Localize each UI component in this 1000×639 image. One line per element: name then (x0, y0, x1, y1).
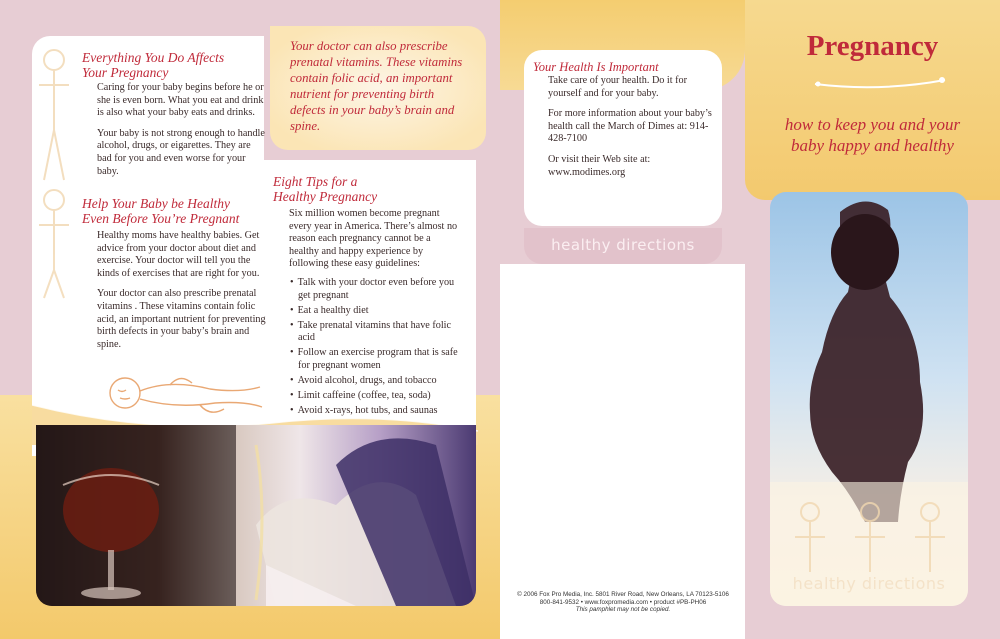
footer-line-2: 800-841-9532 • www.foxpromedia.com • product #PB-PH06 (539, 598, 707, 606)
tip-item: • Avoid x-rays, hot tubs, and saunas (289, 405, 459, 418)
tip-item: • Eat a healthy diet (289, 305, 459, 318)
cover-brand-text: healthy directions (792, 574, 946, 593)
footer-line-1: © 2006 Fox Pro Media, Inc. 5801 River Road, New Orleans, LA 70123-5106 (517, 591, 729, 598)
tip-item: • Talk with your doctor even before you get pregnant (289, 277, 459, 302)
health-heading: Your Health Is Important (533, 60, 659, 74)
footer-line-3: This pamphlet may not be copied. (575, 606, 671, 614)
section2-paragraph-2: Your doctor can also prescribe prenatal vitamins . These vitamins contain folic acid, an important nutrient for preventing birth defects in your baby’s brain and spine. (97, 288, 266, 350)
lifestyle-photo (36, 425, 476, 606)
pull-quote: Your doctor can also prescribe prenatal vitamins. These vitamins contain folic acid, an important nutrient for preventing birth defects in your baby’s brain and spine. (290, 39, 463, 133)
health-paragraph-2: For more information about your baby’s health call the March of Dimes at: 914-428-7100 (548, 108, 712, 145)
section1-paragraph-1: Caring for your baby begins before he or she is even born. What you eat and drink is also what your baby eats and drinks. (97, 82, 264, 119)
section2-heading: Help Your Baby be Healthy Even Before You’re Pregnant (82, 196, 240, 226)
tips-heading: Eight Tips for a Healthy Pregnancy (273, 174, 378, 204)
tip-item: • Avoid alcohol, drugs, and tobacco (289, 375, 459, 388)
section2-paragraph-1: Healthy moms have healthy babies. Get advice from your doctor about diet and exercise. Your doctor will tell you the kinds of exercises that are right for you. (97, 230, 260, 279)
cover-photo (770, 192, 968, 606)
cover-subtitle-line-2: baby happy and healthy (791, 136, 954, 155)
cover-subtitle (745, 114, 1000, 156)
health-paragraph-3: Or visit their Web site at: www.modimes.org (548, 153, 651, 178)
tip-item: • Take prenatal vitamins that have folic acid (289, 320, 459, 345)
tip-item: • Follow an exercise program that is safe for pregnant women (289, 347, 459, 372)
tips-intro: Six million women become pregnant every year in America. There’s almost no reason each pregnancy cannot be a healthy and happy experience by following these easy guidelines: (289, 208, 458, 270)
copyright-footer (508, 591, 738, 614)
cover-title: Pregnancy (806, 30, 939, 62)
photo-scene (36, 425, 476, 606)
cover-subtitle-line-1: how to keep you and your (784, 115, 961, 134)
health-paragraph-1: Take care of your health. Do it for yourself and for your baby. (548, 75, 688, 99)
tip-item: • Limit caffeine (coffee, tea, soda) (289, 390, 459, 403)
healthy-directions-text: healthy directions (551, 236, 695, 254)
middle-lower-card (500, 264, 745, 639)
flourish-divider-icon (810, 72, 950, 94)
pregnant-silhouette (770, 192, 968, 606)
section1-heading: Everything You Do Affects Your Pregnancy (82, 50, 225, 80)
section1-paragraph-2: Your baby is not strong enough to handle alcohol, drugs, or eigarettes. They are bad for you and even worse for your baby. (97, 127, 265, 177)
